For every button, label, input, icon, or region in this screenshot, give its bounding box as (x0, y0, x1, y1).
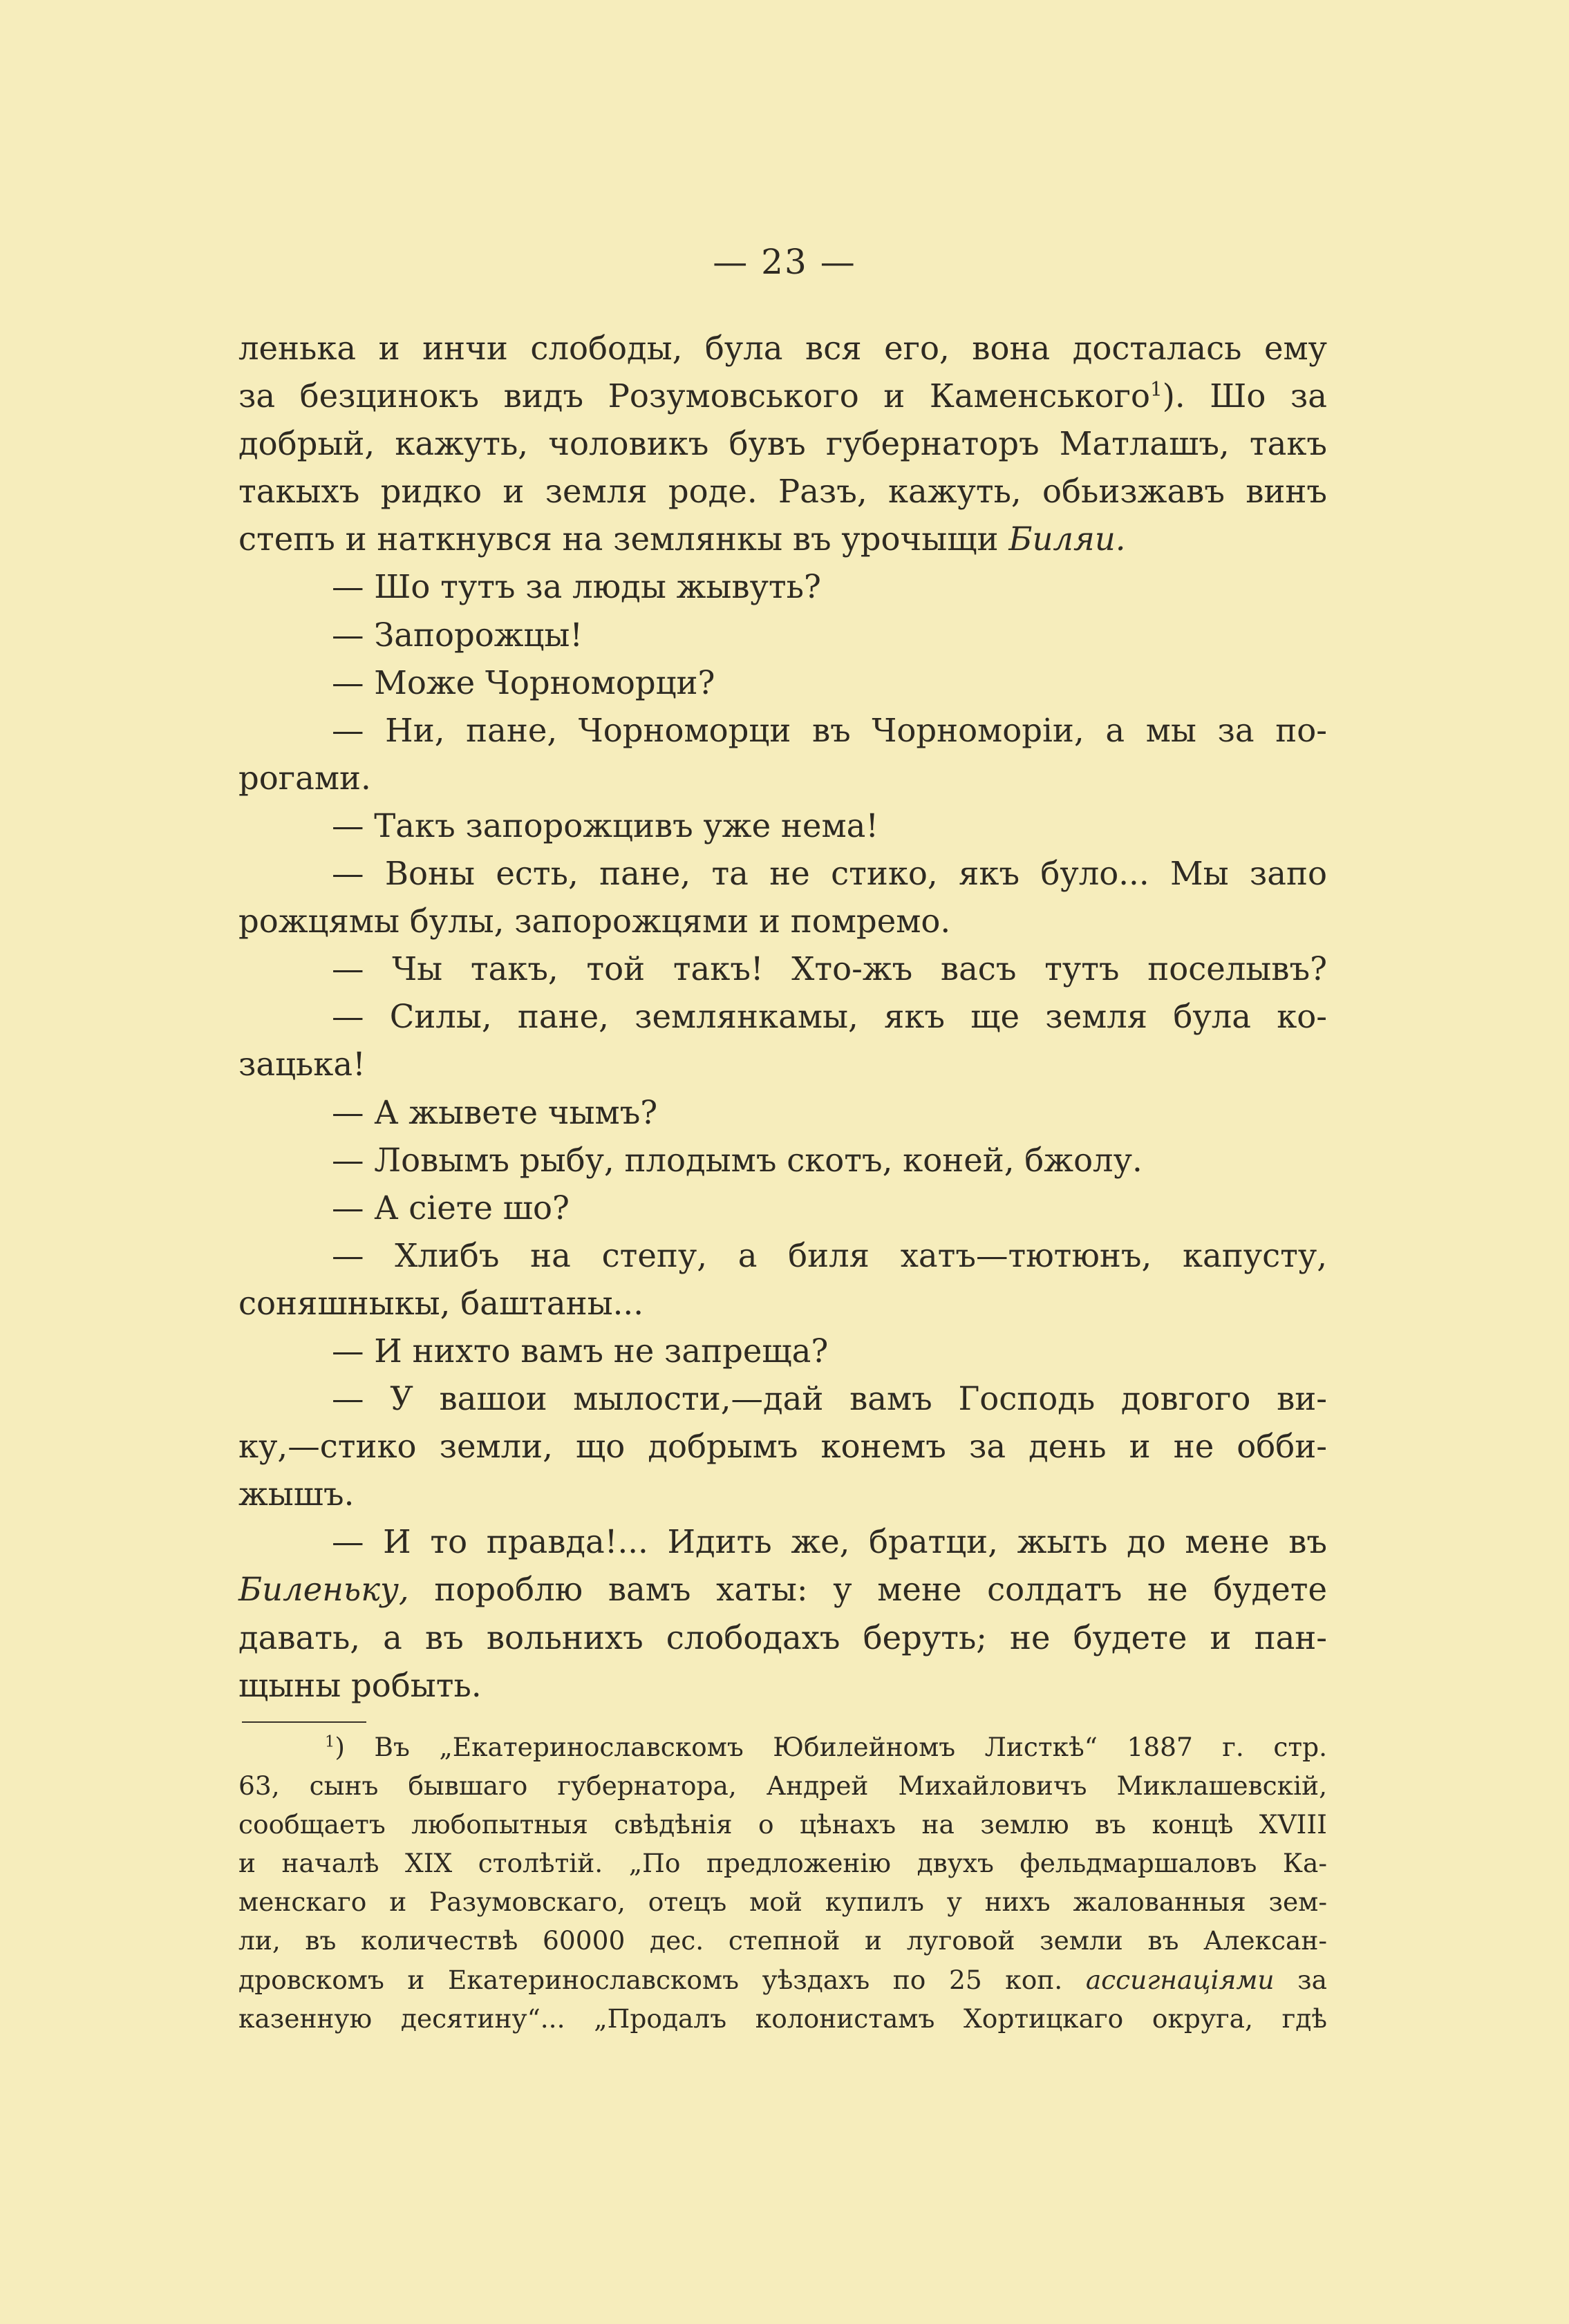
text-line (238, 850, 1327, 898)
text-line-text: — А сіете шо? (332, 1189, 570, 1227)
text-line-text: добрый, кажуть, чоловикъ бувъ губернаторъ Матлашъ, такъ (238, 425, 1327, 463)
text-line-text: — Чы такъ, той такъ! Хто-жъ васъ тутъ поселывъ? (332, 950, 1327, 988)
text-line-text: за безцинокъ видъ Розумовського и Каменського (238, 377, 1151, 415)
text-line (238, 1375, 1327, 1423)
text-line-text: соняшныкы, баштаны... (238, 1284, 643, 1322)
footnote-line (238, 1999, 1327, 2038)
footnote-line (238, 1882, 1327, 1921)
text-line (238, 372, 1327, 420)
text-line-text: пороблю вамъ хаты: у мене солдатъ не будете (408, 1571, 1327, 1609)
footnote-line-sup: 1 (325, 1732, 335, 1751)
text-line (238, 1471, 1327, 1518)
text-line-text: ку,—стико земли, що добрымъ конемъ за день и не обби- (238, 1428, 1327, 1466)
text-line-text: — И нихто вамъ не запреща? (332, 1332, 829, 1370)
text-line-text: — Ни, пане, Чорноморци въ Чорноморіи, а мы за по- (332, 711, 1327, 749)
text-line (238, 802, 1327, 850)
text-line-text: — А жывете чымъ? (332, 1093, 658, 1131)
text-line-sup: 1 (1150, 377, 1163, 401)
text-line (238, 325, 1327, 372)
text-line (238, 1280, 1327, 1328)
footnote-line (238, 1844, 1327, 1882)
text-line-italic: Биляи. (1008, 520, 1126, 558)
footnote-line-text: дровскомъ и Екатеринославскомъ уѣздахъ по 25 коп. (238, 1964, 1086, 1995)
text-line (238, 1614, 1327, 1662)
text-line (238, 659, 1327, 707)
text-line (238, 755, 1327, 802)
text-line (238, 993, 1327, 1041)
text-line (238, 1184, 1327, 1232)
text-line-text: — Шо тутъ за люды жывуть? (332, 568, 821, 606)
footnote-line-text: ли, въ количествѣ 60000 дес. степной и луговой земли въ Алексан- (238, 1925, 1327, 1956)
text-line-text: рожцямы булы, запорожцями и помремо. (238, 903, 951, 941)
text-line (238, 1137, 1327, 1184)
text-line (238, 516, 1327, 563)
text-line-text: рогами. (238, 759, 371, 797)
text-line (238, 1041, 1327, 1088)
text-line-italic-start: Биленьку, (238, 1571, 409, 1609)
text-line (238, 1089, 1327, 1137)
text-line (238, 1423, 1327, 1471)
text-line-text: ленька и инчи слободы, була вся его, вона досталась ему (238, 330, 1327, 367)
footnote-line-text: сообщаетъ любопытныя свѣдѣнія о цѣнахъ на землю въ концѣ XVIII (238, 1809, 1327, 1840)
footnote-divider (242, 1721, 366, 1723)
footnote-line-italic: ассигнаціями (1085, 1964, 1275, 1995)
text-line-text: зацька! (238, 1046, 366, 1084)
text-line-text: — Запорожцы! (332, 616, 583, 654)
footnote-line (238, 1766, 1327, 1805)
text-line-text: такыхъ ридко и земля роде. Разъ, кажуть, обьизжавъ винъ (238, 473, 1327, 511)
text-line (238, 1566, 1327, 1614)
text-line (238, 612, 1327, 659)
text-line-after: ). Шо за (1162, 377, 1327, 415)
text-line-text: — Воны есть, пане, та не стико, якъ було... Мы запо (332, 855, 1327, 893)
text-line-text: — Хлибъ на степу, а биля хатъ—тютюнъ, капусту, (332, 1236, 1327, 1274)
text-line (238, 468, 1327, 516)
text-line (238, 898, 1327, 945)
page-number: — 23 — (713, 242, 856, 282)
text-line (238, 563, 1327, 611)
text-line (238, 1328, 1327, 1375)
text-line-text: — У вашои мылости,—дай вамъ Господь довгого ви- (332, 1380, 1327, 1418)
text-line (238, 707, 1327, 755)
footnote-line (238, 1728, 1327, 1766)
footnote-line-text: и началѣ XIX столѣтій. „По предложенію двухъ фельдмаршаловъ Ка- (238, 1848, 1327, 1879)
text-line-text: — Може Чорноморци? (332, 663, 715, 701)
footnote-line-after: за (1274, 1964, 1327, 1995)
footnote-line (238, 1961, 1327, 1999)
text-line-text: — Такъ запорожцивъ уже нема! (332, 806, 879, 844)
text-line-text: жышъ. (238, 1475, 355, 1513)
main-text (238, 325, 1327, 1710)
text-line-text: — И то правда!... Идить же, братци, жыть до мене въ (332, 1523, 1327, 1561)
text-line-text: щыны робыть. (238, 1666, 482, 1704)
footnote-line (238, 1805, 1327, 1844)
text-line-text: — Силы, пане, землянкамы, якъ ще земля була ко- (332, 998, 1327, 1036)
footnote-line-text: менскаго и Разумовскаго, отецъ мой купилъ у нихъ жалованныя зем- (238, 1887, 1327, 1918)
footnotes (238, 1728, 1327, 2038)
text-line-text: давать, а въ вольнихъ слободахъ беруть; не будете и пан- (238, 1618, 1327, 1656)
footnote-line-text: казенную десятину“... „Продалъ колонистамъ Хортицкаго округа, гдѣ (238, 2003, 1327, 2034)
text-line (238, 1518, 1327, 1566)
footnote-line (238, 1921, 1327, 1960)
footnote-line-text: 63, сынъ бывшаго губернатора, Андрей Михайловичъ Миклашевскій, (238, 1770, 1327, 1802)
text-line-text: степъ и наткнувся на землянкы въ урочыщи (238, 520, 1009, 558)
text-line-text: — Ловымъ рыбу, плодымъ скотъ, коней, бжолу. (332, 1141, 1143, 1179)
text-line (238, 1662, 1327, 1710)
text-line (238, 420, 1327, 468)
text-line (238, 1232, 1327, 1280)
footnote-line-text: ) Въ „Екатеринославскомъ Юбилейномъ Листкѣ“ 1887 г. стр. (335, 1732, 1327, 1762)
text-line (238, 945, 1327, 993)
